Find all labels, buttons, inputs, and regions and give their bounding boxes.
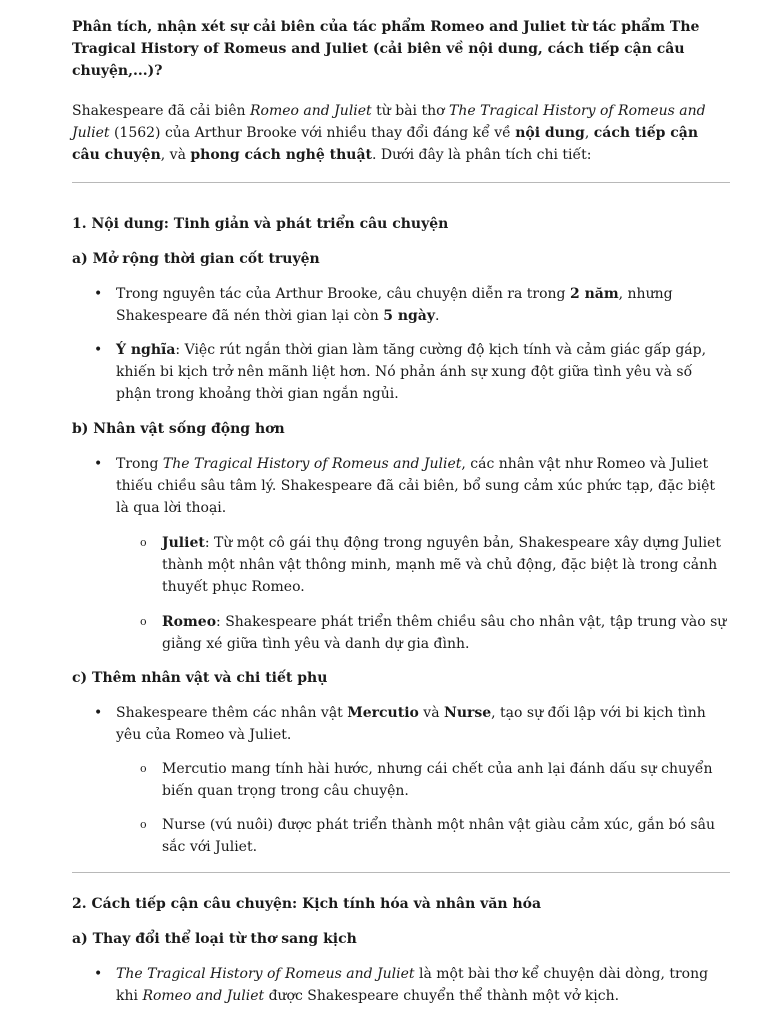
document-title: Phân tích, nhận xét sự cải biên của tác phẩm Romeo and Juliet từ tác phẩm The Tragical History of Romeus and Juliet (cải biên về nội dung, cách tiếp cận câu chuyện,...)? [72, 19, 700, 79]
intro-paragraph [72, 100, 730, 166]
list-item [116, 283, 730, 327]
section-1a-list [72, 283, 730, 405]
item-text: , các nhân vật như Romeo và Juliet thiếu chiều sâu tâm lý. Shakespeare đã cải biên, bổ sung cảm xúc phức tạp, đặc biệt là qua lời thoại. [116, 456, 715, 516]
item-bold: 5 ngày [383, 308, 435, 324]
item-italic: Romeo and Juliet [142, 988, 265, 1004]
list-item [116, 702, 730, 858]
intro-bold-content: nội dung [515, 125, 585, 141]
intro-text: từ bài thơ [371, 103, 449, 119]
section-2a-list [72, 963, 730, 1007]
item-text: Shakespeare thêm các nhân vật [116, 705, 348, 721]
horizontal-divider [72, 872, 730, 873]
item-bold: Ý nghĩa [116, 342, 176, 358]
item-text: , tạo sự đối lập với bi kịch tình yêu của Romeo và Juliet. [116, 705, 706, 743]
item-text: và [418, 705, 445, 721]
item-text: Trong [116, 456, 163, 472]
item-text: : Việc rút ngắn thời gian làm tăng cường độ kịch tính và cảm giác gấp gáp, khiến bi kịch trở nên mãnh liệt hơn. Nó phản ánh sự xung đột giữa tình yêu và số phận trong khoảng thời gian ngắn ngủi. [116, 342, 707, 402]
sub-list-item: o Mercutio mang tính hài hước, nhưng cái chết của anh lại đánh dấu sự chuyển biến quan trọng trong câu chuyện. [162, 758, 730, 802]
item-bold: Nurse [444, 705, 492, 721]
section-1-heading: 1. Nội dung: Tinh giản và phát triển câu chuyện [72, 216, 449, 232]
list-item [116, 963, 730, 1007]
intro-italic-romeo: Romeo and Juliet [250, 103, 372, 119]
intro-text: (1562) của Arthur Brooke với nhiều thay đổi đáng kể về [109, 125, 516, 141]
horizontal-divider [72, 182, 730, 183]
sub-list-item: o Nurse (vú nuôi) được phát triển thành một nhân vật giàu cảm xúc, gắn bó sâu sắc với Juliet. [162, 814, 730, 858]
section-1c-sublist [72, 758, 730, 858]
item-italic: The Tragical History of Romeus and Juliet [116, 966, 415, 982]
item-bold: Juliet [162, 535, 205, 551]
sub-list-item [162, 611, 730, 655]
item-text: được Shakespeare chuyển thể thành một vở kịch. [264, 988, 620, 1004]
intro-bold-approach: cách tiếp cận câu chuyện [72, 125, 699, 163]
intro-italic-tragical: The Tragical History of Romeus and Juliet [72, 103, 706, 141]
intro-text: Shakespeare đã cải biên [72, 103, 250, 119]
section-2-heading: 2. Cách tiếp cận câu chuyện: Kịch tính hóa và nhân văn hóa [72, 896, 542, 912]
list-item [116, 339, 730, 405]
section-1b-sublist [72, 532, 730, 655]
item-bold: 2 năm [569, 286, 619, 302]
section-1a-heading: a) Mở rộng thời gian cốt truyện [72, 251, 320, 267]
item-italic: The Tragical History of Romeus and Juliet [162, 456, 462, 472]
section-1c-list [72, 702, 730, 858]
intro-bold-style: phong cách nghệ thuật [190, 147, 372, 163]
item-text: Trong nguyên tác của Arthur Brooke, câu chuyện diễn ra trong [116, 286, 570, 302]
section-1c-heading: c) Thêm nhân vật và chi tiết phụ [72, 670, 328, 686]
intro-text: , [584, 125, 594, 141]
item-text: , nhưng Shakespeare đã nén thời gian lại còn [116, 286, 673, 324]
item-bold: Mercutio [347, 705, 419, 721]
item-text: là một bài thơ kể chuyện dài dòng, trong khi [116, 966, 709, 1004]
section-2a-heading: a) Thay đổi thể loại từ thơ sang kịch [72, 931, 357, 947]
item-text: : Từ một cô gái thụ động trong nguyên bản, Shakespeare xây dựng Juliet thành một nhân vật thông minh, mạnh mẽ và chủ động, đặc biệt là trong cảnh thuyết phục Romeo. [162, 535, 721, 595]
item-text: . [435, 308, 440, 324]
list-item [116, 453, 730, 655]
sub-list-item [162, 532, 730, 598]
section-1b-heading: b) Nhân vật sống động hơn [72, 421, 285, 437]
section-1b-list [72, 453, 730, 655]
item-text: : Shakespeare phát triển thêm chiều sâu cho nhân vật, tập trung vào sự giằng xé giữa tình yêu và danh dự gia đình. [162, 614, 727, 652]
intro-text: , và [160, 147, 191, 163]
item-bold: Romeo [162, 614, 217, 630]
intro-text: . Dưới đây là phân tích chi tiết: [372, 147, 592, 163]
